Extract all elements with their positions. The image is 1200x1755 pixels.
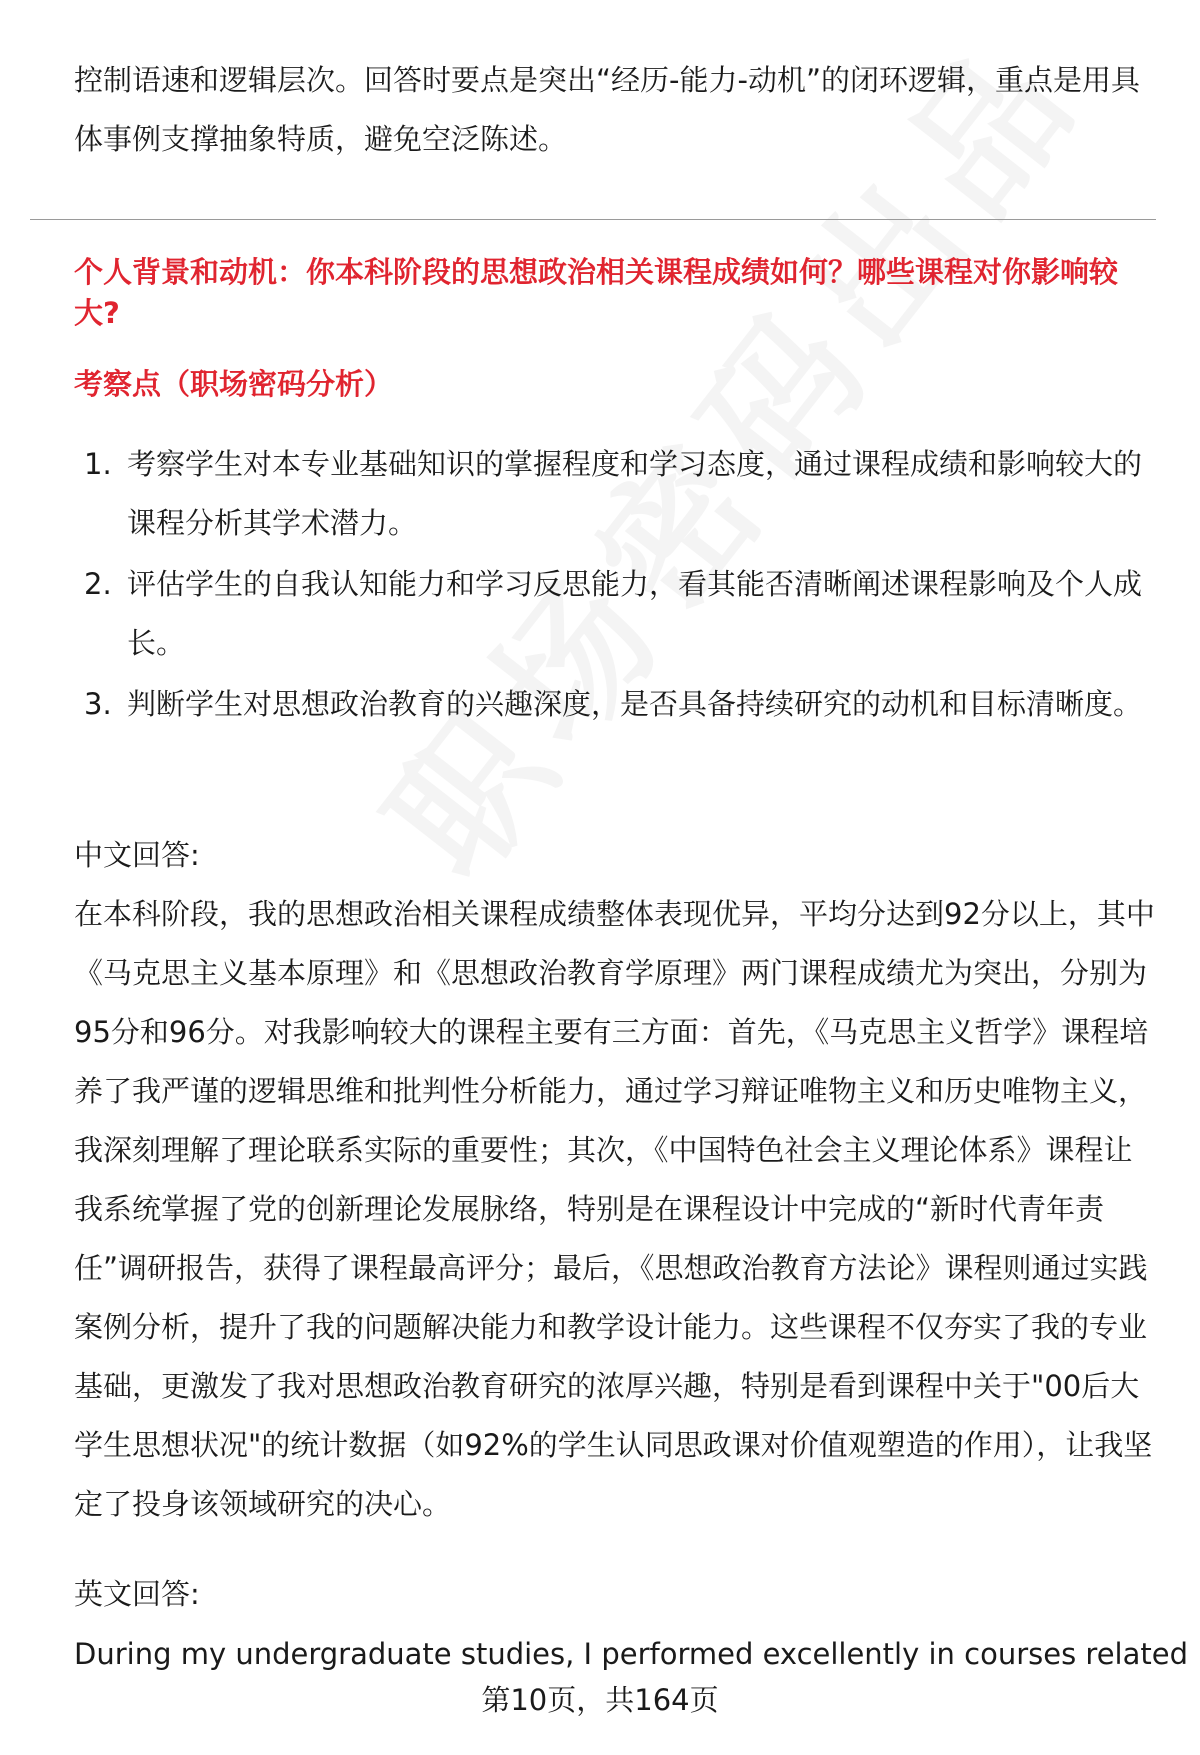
section-divider [30,219,1156,220]
list-item-text: 判断学生对思想政治教育的兴趣深度，是否具备持续研究的动机和目标清晰度。 [127,687,1143,721]
list-item [74,435,1160,553]
english-answer-paragraph: During my undergraduate studies, I performed excellently in courses related [74,1637,1188,1671]
list-number: 1. [84,447,112,481]
analysis-points-list [74,435,1160,736]
chinese-answer-label: 中文回答: [74,838,200,872]
analysis-heading: 考察点（职场密码分析） [74,367,394,401]
list-item-text: 考察学生对本专业基础知识的掌握程度和学习态度，通过课程成绩和影响较大的课程分析其学术潜力。 [127,447,1143,540]
page-footer: 第10页，共164页 [481,1683,719,1717]
list-item-text: 评估学生的自我认知能力和学习反思能力，看其能否清晰阐述课程影响及个人成长。 [127,567,1143,660]
question-heading: 个人背景和动机：你本科阶段的思想政治相关课程成绩如何？哪些课程对你影响较大? [74,255,1119,330]
list-item [74,555,1160,673]
english-answer-label: 英文回答: [74,1577,200,1611]
list-number: 3. [84,687,112,721]
list-item [74,675,1160,734]
list-number: 2. [84,567,112,601]
chinese-answer-paragraph: 在本科阶段，我的思想政治相关课程成绩整体表现优异，平均分达到92分以上，其中《马克思主义基本原理》和《思想政治教育学原理》两门课程成绩尤为突出，分别为95分和96分。对我影响较大的课程主要有三方面：首先，《马克思主义哲学》课程培养了我严谨的逻辑思维和批判性分析能力，通过学习辩证唯物主义和历史唯物主义，我深刻理解了理论联系实际的重要性；其次，《中国特色社会主义理论体系》课程让我系统掌握了党的创新理论发展脉络，特别是在课程设计中完成的“新时代青年责任”调研报告，获得了课程最高评分；最后，《思想政治教育方法论》课程则通过实践案例分析，提升了我的问题解决能力和教学设计能力。这些课程不仅夯实了我的专业基础，更激发了我对思想政治教育研究的浓厚兴趣，特别是看到课程中关于"00后大学生思想状况"的统计数据（如92%的学生认同思政课对价值观塑造的作用），让我坚定了投身该领域研究的决心。 [74,897,1155,1521]
intro-paragraph: 控制语速和逻辑层次。回答时要点是突出“经历-能力-动机”的闭环逻辑，重点是用具体事例支撑抽象特质，避免空泛陈述。 [74,63,1140,156]
